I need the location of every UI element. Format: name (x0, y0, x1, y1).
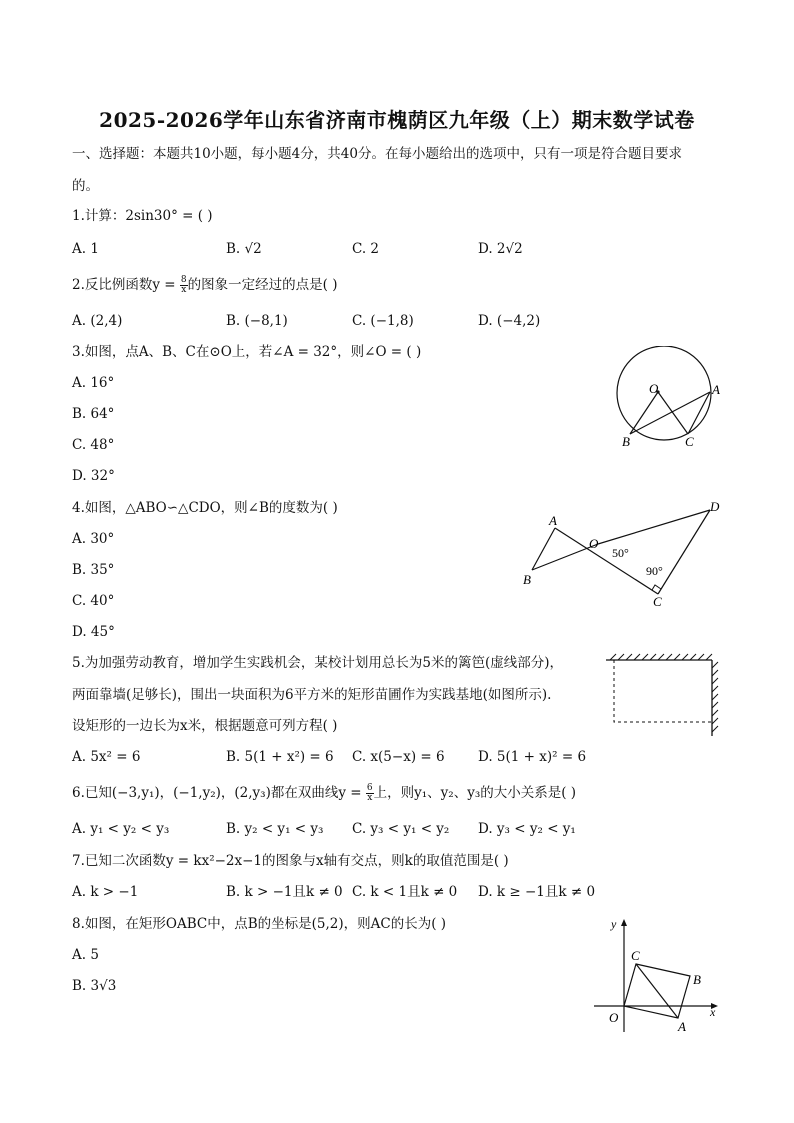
q3-option-d: D. 32° (72, 468, 115, 484)
q6-option-a: A. y₁ < y₂ < y₃ (72, 821, 170, 837)
q5-option-b: B. 5(1 + x²) = 6 (226, 749, 334, 765)
q8-coordinate-figure (592, 912, 724, 1036)
q4-option-d: D. 45° (72, 624, 115, 640)
q4-option-c: C. 40° (72, 593, 115, 609)
q3-label-c: C (685, 434, 694, 449)
q5-option-d: D. 5(1 + x)² = 6 (478, 749, 587, 765)
q8-label-c: C (631, 948, 640, 963)
q2-stem-post: 的图象一定经过的点是( ) (187, 277, 338, 293)
question-6-stem (72, 784, 576, 803)
q4-label-a: A (549, 513, 557, 528)
q6-frac-den: x (367, 793, 373, 803)
q6-option-b: B. y₂ < y₁ < y₃ (226, 821, 324, 837)
q7-option-b: B. k > −1且k ≠ 0 (226, 884, 343, 900)
q8-label-y: y (611, 917, 617, 931)
q2-option-c: C. (−1,8) (352, 313, 414, 329)
q6-stem-pre: 6.已知(−3,y₁)，(−1,y₂)，(2,y₃)都在双曲线y = (72, 785, 366, 801)
q3-circle-figure (606, 346, 726, 450)
q3-label-o: O (649, 381, 659, 396)
question-7-stem: 7.已知二次函数y = kx²−2x−1的图象与x轴有交点，则k的取值范围是( ) (72, 853, 509, 869)
q4-label-c: C (653, 594, 662, 609)
q3-label-b: B (622, 434, 630, 449)
q7-option-d: D. k ≥ −1且k ≠ 0 (478, 884, 596, 900)
page-title: 2025-2026学年山东省济南市槐荫区九年级（上）期末数学试卷 (99, 108, 695, 132)
q8-label-o: O (609, 1010, 619, 1025)
q3-option-c: C. 48° (72, 437, 115, 453)
q2-option-d: D. (−4,2) (478, 313, 541, 329)
q4-option-b: B. 35° (72, 562, 115, 578)
q1-option-a: A. 1 (72, 241, 99, 257)
q1-option-c: C. 2 (352, 241, 380, 257)
q2-frac-num: 8 (180, 275, 187, 285)
q8-option-b: B. 3√3 (72, 978, 117, 994)
q2-frac-den: x (181, 285, 187, 295)
q6-frac-num: 6 (366, 783, 373, 793)
q4-label-b: B (523, 572, 531, 587)
q7-option-c: C. k < 1且k ≠ 0 (352, 884, 458, 900)
question-3-stem: 3.如图，点A、B、C在⊙O上，若∠A = 32°，则∠O = ( ) (72, 344, 422, 360)
q8-label-x: x (710, 1005, 716, 1019)
q8-label-b: B (693, 972, 701, 987)
q6-option-c: C. y₃ < y₁ < y₂ (352, 821, 450, 837)
q2-option-a: A. (2,4) (72, 313, 123, 329)
q4-label-d: D (710, 499, 720, 514)
q3-option-a: A. 16° (72, 375, 115, 391)
q5-option-c: C. x(5−x) = 6 (352, 749, 445, 765)
q3-label-a: A (712, 382, 720, 397)
q2-stem-pre: 2.反比例函数y = (72, 277, 180, 293)
question-8-stem: 8.如图，在矩形OABC中，点B的坐标是(5,2)，则AC的长为( ) (72, 916, 447, 932)
q4-angle-90: 90° (646, 564, 663, 578)
q4-option-a: A. 30° (72, 531, 115, 547)
q2-option-b: B. (−8,1) (226, 313, 288, 329)
q4-label-o: O (589, 536, 599, 551)
q6-stem-post: 上，则y₁、y₂、y₃的大小关系是( ) (373, 785, 577, 801)
question-1-stem: 1.计算：2sin30° = ( ) (72, 208, 213, 224)
q1-option-d: D. 2√2 (478, 241, 523, 257)
question-5-stem-line3: 设矩形的一边长为x米，根据题意可列方程( ) (72, 718, 338, 734)
q6-option-d: D. y₃ < y₂ < y₁ (478, 821, 576, 837)
question-4-stem: 4.如图，△ABO∽△CDO，则∠B的度数为( ) (72, 500, 338, 516)
section-heading-line1: 一、选择题：本题共10小题，每小题4分，共40分。在每小题给出的选项中，只有一项是符合题目要求 (72, 146, 682, 162)
question-5-stem-line1: 5.为加强劳动教育，增加学生实践机会，某校计划用总长为5米的篱笆(虚线部分)， (72, 655, 564, 671)
q7-option-a: A. k > −1 (72, 884, 139, 900)
question-2-stem (72, 276, 337, 295)
question-5-stem-line2: 两面靠墙(足够长)，围出一块面积为6平方米的矩形苗圃作为实践基地(如图所示). (72, 687, 552, 703)
q5-fence-figure (604, 652, 720, 738)
q5-option-a: A. 5x² = 6 (72, 749, 141, 765)
q8-option-a: A. 5 (72, 947, 99, 963)
q8-label-a: A (678, 1019, 686, 1034)
section-heading-line2: 的。 (72, 178, 99, 194)
q3-option-b: B. 64° (72, 406, 115, 422)
q2-fraction (180, 276, 188, 295)
q4-angle-50: 50° (612, 546, 629, 560)
q4-triangles-figure (518, 498, 728, 610)
q6-fraction (366, 784, 374, 803)
q1-option-b: B. √2 (226, 241, 262, 257)
